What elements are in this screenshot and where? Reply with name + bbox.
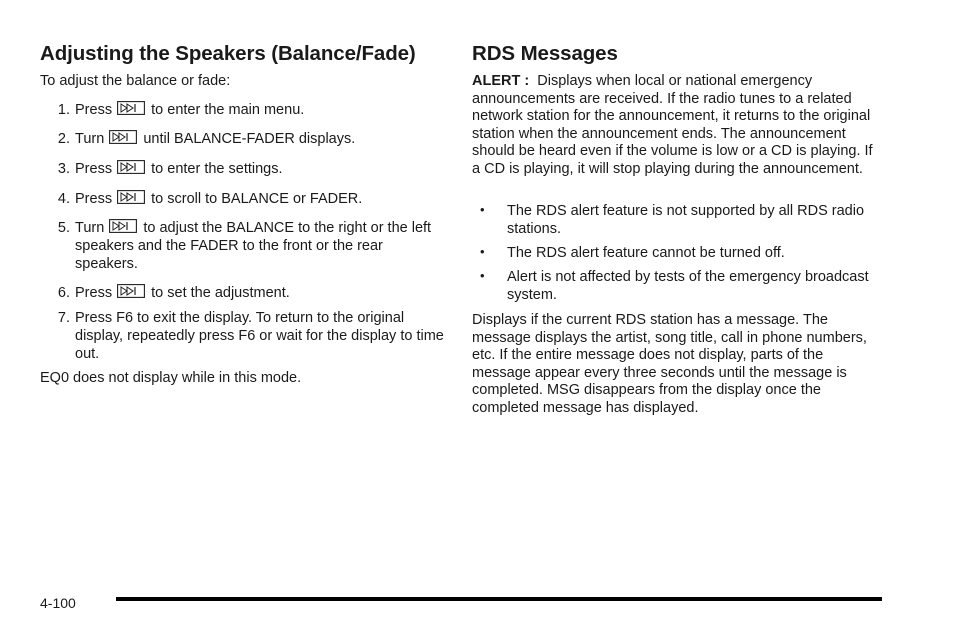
step-item [40,130,445,148]
step-item [40,190,445,208]
step-instruction: to set the adjustment. [151,285,290,301]
bullet-item [480,203,880,238]
step-verb: Press [75,191,113,207]
seek-forward-icon [117,190,145,204]
seek-forward-icon [117,284,145,298]
footer-rule [116,597,882,601]
step-number: 5. [57,220,70,236]
bullet-dot-icon: • [480,244,485,259]
bullet-item [480,245,880,263]
step-body [75,160,445,178]
step-number: 7. [57,310,70,326]
step-body [75,309,445,364]
step-verb: Press [75,285,113,301]
step-text: Press F6 to exit the display. To return to the original display, repeatedly press F6 or wait for the display to time out. [75,310,444,363]
step-instruction: until BALANCE-FADER displays. [143,131,356,147]
step-item [40,284,445,302]
step-body [75,190,445,208]
section-heading-rds-messages: RDS Messages [472,42,618,65]
step-item [40,309,445,364]
bullet-text: The RDS alert feature cannot be turned off. [507,245,785,261]
seek-forward-icon [117,160,145,174]
msg-paragraph: Displays if the current RDS station has a message. The message displays the artist, song title, call in phone numbers, etc. If the entire message does not display, parts of the message appear every three seconds until the message is completed. MSG disappears from the display once the completed message has displayed. [472,312,867,416]
bullet-dot-icon: • [480,202,485,217]
step-instruction: to adjust the BALANCE to the right or the left speakers and the FADER to the front or the rear speakers. [75,220,432,273]
seek-forward-icon [109,219,137,233]
bullet-text: Alert is not affected by tests of the emergency broadcast system. [507,269,869,303]
step-verb: Turn [75,220,105,236]
step-instruction: to enter the settings. [151,161,283,177]
step-body [75,284,445,302]
step-number: 3. [57,161,70,177]
section-heading-balance-fade: Adjusting the Speakers (Balance/Fade) [40,42,416,65]
step-verb: Turn [75,131,105,147]
step-number: 1. [57,102,70,118]
alert-label: ALERT : [472,73,530,89]
bullet-text: The RDS alert feature is not supported by all RDS radio stations. [507,203,865,237]
step-body [75,219,445,274]
step-item [40,219,445,274]
step-number: 4. [57,191,70,207]
alert-paragraph [472,73,877,179]
bullet-item [480,269,880,304]
note-text: EQ0 does not display while in this mode. [40,370,302,386]
step-item [40,160,445,178]
seek-forward-icon [117,101,145,115]
seek-forward-icon [109,130,137,144]
step-verb: Press [75,102,113,118]
step-instruction: to enter the main menu. [151,102,305,118]
step-number: 6. [57,285,70,301]
alert-description: Displays when local or national emergency announcements are received. If the radio tunes to a related network station for the announcement, it returns to the original station when the announcement ends. The announcement should be heard even if the volume is low or a CD is playing. If a CD is playing, it will stop playing during the announcement. [472,73,873,177]
step-instruction: to scroll to BALANCE or FADER. [151,191,363,207]
step-item [40,101,445,119]
page-number: 4-100 [40,595,76,611]
step-body [75,101,445,119]
intro-text: To adjust the balance or fade: [40,73,231,89]
step-number: 2. [57,131,70,147]
step-body [75,130,445,148]
step-verb: Press [75,161,113,177]
bullet-dot-icon: • [480,268,485,283]
